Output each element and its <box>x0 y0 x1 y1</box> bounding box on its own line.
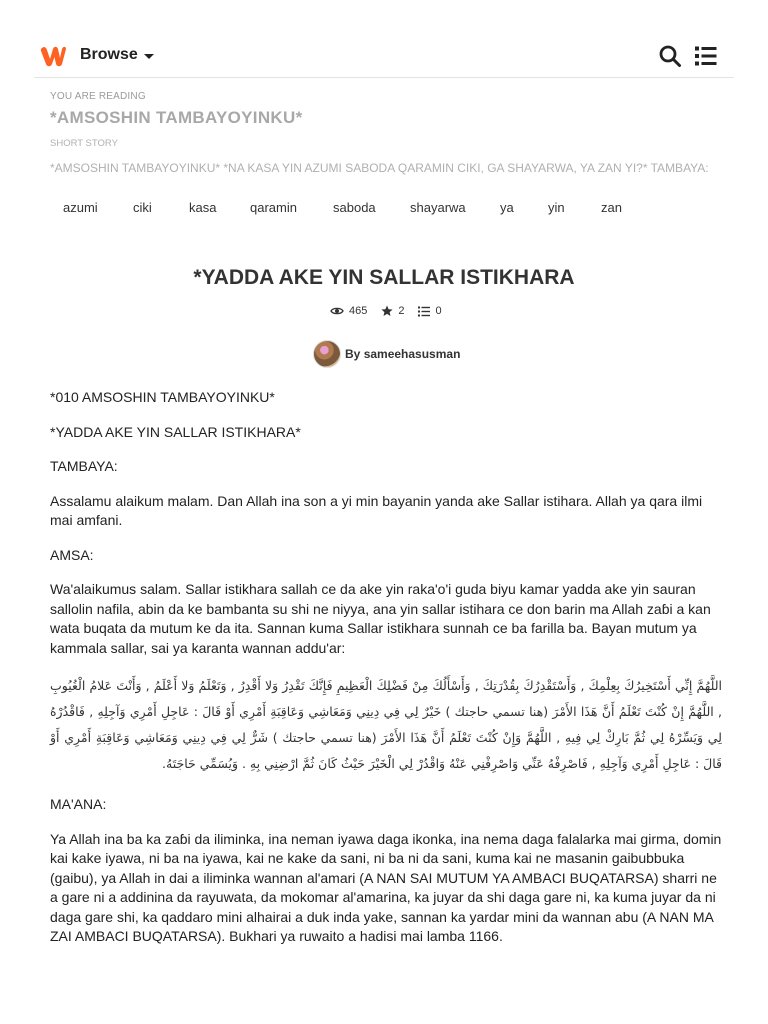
body-paragraph: Wa'alaikumus salam. Sallar istikhara sallah ce da ake yin raka'o'i guda biyu kamar yadda ake yin sauran sallolin nafila, abin da ke bambanta su shi ne niyya, ana yin sallar istihara ce don barin ma Allah zaɓi a kan wata buqata da mutum ke da ita. Sannan kuma Sallar istikhara sunnah ce ba farilla ba. Bayan mutum ya kammala sallar, sai ya karanta wannan addu'ar: <box>50 581 711 656</box>
browse-menu-button[interactable] <box>80 46 154 64</box>
body-paragraph: *010 AMSOSHIN TAMBAYOYINKU* <box>50 389 275 405</box>
author-link[interactable] <box>345 347 460 361</box>
eye-icon <box>330 306 344 316</box>
part-title: *YADDA AKE YIN SALLAR ISTIKHARA <box>193 266 575 289</box>
story-category[interactable]: SHORT STORY <box>50 138 118 149</box>
comments-stat <box>418 305 441 317</box>
reads-count: 465 <box>349 305 368 317</box>
story-body <box>50 388 722 962</box>
tag-item[interactable]: saboda <box>333 200 376 215</box>
body-paragraph: AMSA: <box>50 546 94 563</box>
author-name: sameehasusman <box>363 347 461 361</box>
body-paragraph: TAMBAYA: <box>50 458 118 474</box>
wattpad-logo-icon[interactable] <box>40 44 68 68</box>
tag-item[interactable]: ya <box>500 200 514 215</box>
tag-item[interactable]: ciki <box>133 200 152 215</box>
tag-item[interactable]: zan <box>601 200 622 215</box>
browse-label: Browse <box>80 46 138 63</box>
votes-stat <box>381 305 404 317</box>
tag-item[interactable]: azumi <box>63 200 98 215</box>
story-description: *AMSOSHIN TAMBAYOYINKU* *NA KASA YIN AZUMI SABODA QARAMIN CIKI, GA SHAYARWA, YA ZAN YI?* TAMBAYA: <box>50 161 709 175</box>
body-paragraph: *YADDA AKE YIN SALLAR ISTIKHARA* <box>50 423 301 440</box>
tag-item[interactable]: kasa <box>189 200 217 215</box>
tag-item[interactable]: qaramin <box>250 200 297 215</box>
reading-list-icon[interactable] <box>694 44 718 68</box>
tag-item[interactable]: yin <box>548 200 565 215</box>
tag-list <box>50 196 650 220</box>
tag-item[interactable]: shayarwa <box>410 200 466 215</box>
comments-count: 0 <box>435 305 442 317</box>
arabic-dua-paragraph: اللَّهُمَّ إِنِّي أَسْتَخِيرُكَ بِعِلْمِكَ , وَأَسْتَقْدِرُكَ بِقُدْرَتِكَ , وَأَسْأَلُكَ مِنْ فَضْلِكَ الْعَظِيمِ فَإِنَّكَ تَقْدِرُ وَلا أَقْدِرُ , وَتَعْلَمُ وَلا أَعْلَمُ , وَأَنْتَ عَلامُ الْغُيُوبِ , اللَّهُمَّ إِنْ كُنْتَ تَعْلَمُ أَنَّ هَذَا الأَمْرَ (هنا تسمي حاجتك ) خَيْرٌ لِي فِي دِينِي وَمَعَاشِي وَعَاقِبَةِ أَمْرِي أَوْ قَالَ : عَاجِلِ أَمْرِي وَآجِلِهِ , فَاقْدُرْهُ لِي وَيَسِّرْهُ لِي ثُمَّ بَارِكْ لِي فِيهِ , اللَّهُمَّ وَإِنْ كُنْتَ تَعْلَمُ أَنَّ هَذَا الأَمْرَ (هنا تسمي حاجتك ) شَرٌّ لِي فِي دِينِي وَمَعَاشِي وَعَاقِبَةِ أَمْرِي أَوْ قَالَ : عَاجِلِ أَمْرِي وَآجِلِهِ , فَاصْرِفْهُ عَنِّي وَاصْرِفْنِي عَنْهُ وَاقْدُرْ لِي الْخَيْرَ حَيْثُ كَانَ ثُمَّ ارْضِنِي بِهِ . وَيُسَمِّي حَاجَتَهُ. <box>50 678 722 771</box>
part-stats <box>330 303 456 319</box>
author-prefix: By <box>345 347 361 361</box>
star-icon <box>381 305 393 317</box>
avatar[interactable] <box>313 340 341 368</box>
you-are-reading-label: YOU ARE READING <box>50 91 146 102</box>
top-navigation-bar <box>34 36 734 78</box>
story-title-link[interactable]: *AMSOSHIN TAMBAYOYINKU* <box>50 108 303 127</box>
body-paragraph: MA'ANA: <box>50 796 107 812</box>
body-paragraph: Assalamu alaikum malam. Dan Allah ina son a yi min bayanin yanda ake Sallar istihara. Allah ya qara ilmi mai amfani. <box>50 492 703 528</box>
body-paragraph: Ya Allah ina ba ka zaɓi da iliminka, ina neman iyawa daga ikonka, ina nema daga falalarka mai girma, domin kai kake iyawa, ni ba na iyawa, kai ne kake da sani, ni ba ni da sani, kuma kai ne masanin gaibubbuka (gaibu), ya Allah in dai a iliminka wannan al'amari (A NAN SAI MUTUM YA AMBACI BUQATARSA) sharri ne a gare ni a addinina da rayuwata, da mokomar al'amarina, ka juyar da shi daga gare ni, ka kuma juyar da ni daga gare shi, ka qaddaro mini alhairai a duk inda yake, sannan ka yardar mini da wannan abu (A NAN MA ZAI AMBACI BUQATARSA). Bukhari ya ruwaito a hadisi mai lamba 1166. <box>50 830 722 944</box>
search-icon[interactable] <box>658 44 682 68</box>
author-byline <box>313 339 460 369</box>
votes-count: 2 <box>398 305 405 317</box>
list-icon <box>418 306 430 317</box>
reads-stat <box>330 305 367 317</box>
chevron-down-icon <box>144 54 154 59</box>
